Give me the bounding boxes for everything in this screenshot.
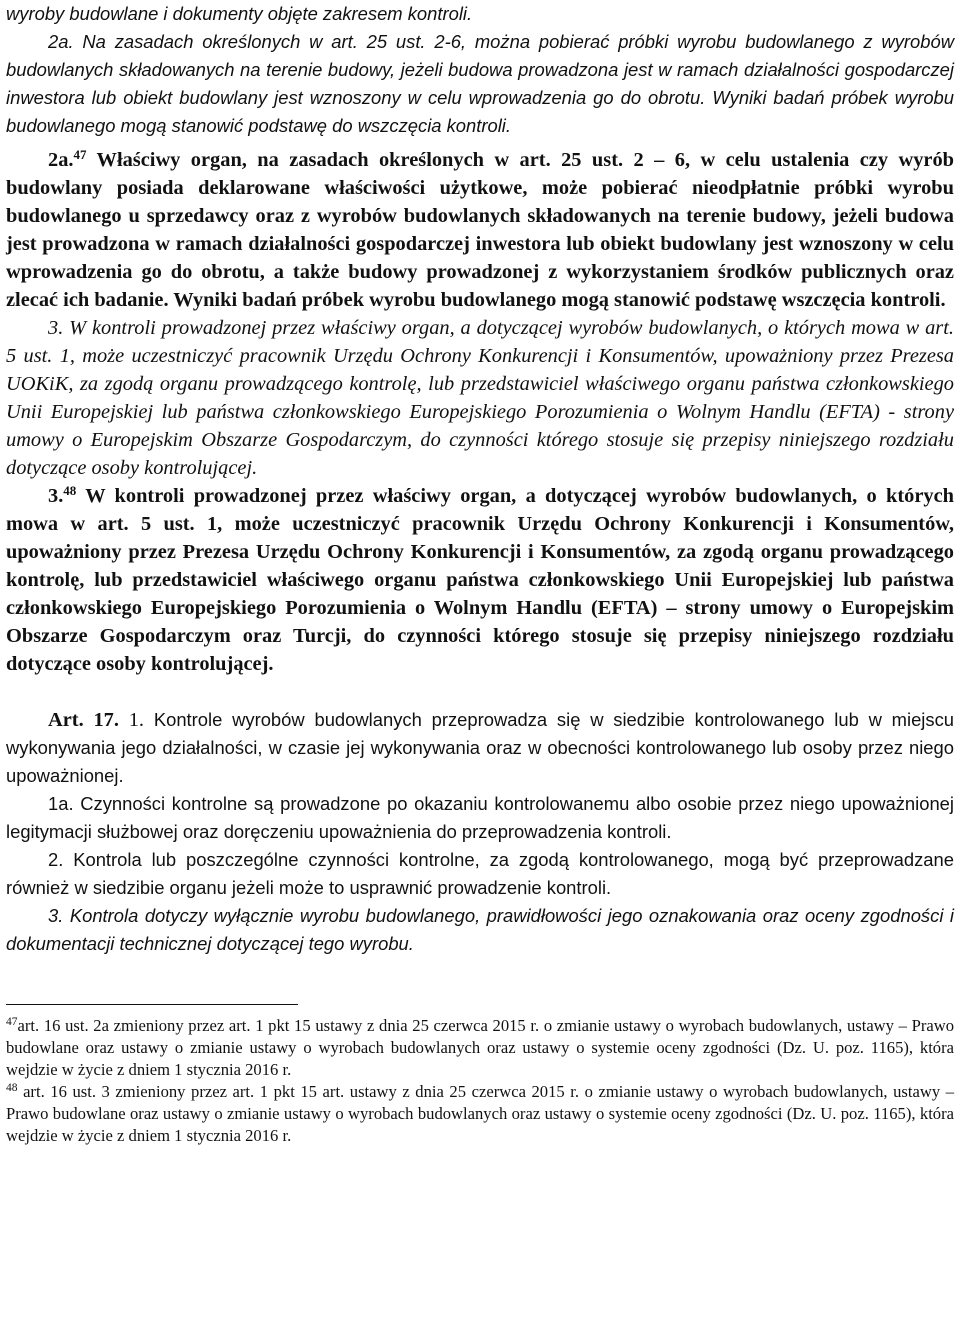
art17-p2-num: 2. — [48, 849, 64, 870]
paragraph-2a-prefix: 2a. — [48, 149, 74, 171]
art17-p1a-num: 1a. — [48, 793, 74, 814]
art17-p3-text: 3. Kontrola dotyczy wyłącznie wyrobu budowlanego, prawidłowości jego oznakowania oraz oceny zgodności i dokumentacji technicznej dotyczącej tego wyrobu. — [6, 905, 954, 954]
footnote-47-text: art. 16 ust. 2a zmieniony przez art. 1 pkt 15 ustawy z dnia 25 czerwca 2015 r. o zmianie ustawy o wyrobach budowlanych, ustawy – Prawo budowlane oraz ustawy o zmianie ustawy o wyrobach budowlanych oraz ustawy o systemie oceny zgodności (Dz. U. poz. 1165), która wejdzie w życie z dniem 1 stycznia 2016 r. — [6, 1016, 954, 1079]
footnote-48-number: 48 — [6, 1082, 18, 1094]
footnote-48-text: art. 16 ust. 3 zmieniony przez art. 1 pkt 15 art. ustawy z dnia 25 czerwca 2015 r. o zmianie ustawy o wyrobach budowlanych, ustawy – Prawo budowlane oraz ustawy o zmianie ustawy o wyrobach budowlanych oraz ustawy o systemie oceny zgodności (Dz. U. poz. 1165), która wejdzie w życie z dniem 1 stycznia 2016 r. — [6, 1082, 954, 1145]
paragraph-3-new — [6, 482, 954, 678]
art17-heading: Art. 17. — [48, 709, 119, 731]
footnote-47 — [6, 1015, 954, 1081]
footnote-ref-48[interactable]: 48 — [63, 483, 77, 498]
art17-paragraph-2 — [6, 846, 954, 902]
footnote-47-number: 47 — [6, 1016, 18, 1028]
paragraph-2a-old — [6, 28, 954, 140]
art17-p1a-text: Czynności kontrolne są prowadzone po okazaniu kontrolowanemu albo osobie przez niego upoważnionej legitymacji służbowej oraz doręczeniu upoważnienia do przeprowadzenia kontroli. — [6, 793, 954, 842]
paragraph-3-prefix: 3. — [48, 485, 64, 507]
footnote-separator — [6, 1004, 298, 1005]
paragraph-3-new-text: W kontroli prowadzonej przez właściwy organ, a dotyczącej wyrobów budowlanych, o których mowa w art. 5 ust. 1, może uczestniczyć pracownik Urzędu Ochrony Konkurencji i Konsumentów, upoważniony przez Prezesa Urzędu Ochrony Konkurencji i Konsumentów, za zgodą organu prowadzącego kontrolę, lub przedstawiciel właściwego organu państwa członkowskiego Unii Europejskiej lub państwa członkowskiego Europejskiego Porozumienia o Wolnym Handlu (EFTA) – strony umowy o Europejskim Obszarze Gospodarczym oraz Turcji, do czynności którego stosuje się przepisy niniejszego rozdziału dotyczące osoby kontrolującej. — [6, 485, 954, 675]
art17-p1-text: Kontrole wyrobów budowlanych przeprowadza się w siedzibie kontrolowanego lub w miejscu wykonywania jego działalności, w czasie jej wykonywania oraz w obecności kontrolowanego lub osoby przez niego upoważnionej. — [6, 709, 954, 786]
paragraph-3-old-text: 3. W kontroli prowadzonej przez właściwy organ, a dotyczącej wyrobów budowlanych, o których mowa w art. 5 ust. 1, może uczestniczyć pracownik Urzędu Ochrony Konkurencji i Konsumentów, upoważniony przez Prezesa UOKiK, za zgodą organu prowadzącego kontrolę, lub przedstawiciel właściwego organu państwa członkowskiego Unii Europejskiej lub państwa członkowskiego Europejskiego Porozumienia o Wolnym Handlu (EFTA) - strony umowy o Europejskim Obszarze Gospodarczym, do czynności którego stosuje się przepisy niniejszego rozdziału dotyczące osoby kontrolującej. — [6, 317, 954, 479]
paragraph-2a-new — [6, 146, 954, 314]
art17-paragraph-1 — [6, 706, 954, 790]
intro-line — [6, 0, 954, 28]
paragraph-2a-new-text: Właściwy organ, na zasadach określonych w art. 25 ust. 2 – 6, w celu ustalenia czy wyrób budowlany posiada deklarowane właściwości użytkowe, może pobierać nieodpłatnie próbki wyrobu budowlanego u sprzedawcy oraz z wyrobów budowlanych składowanych na terenie budowy, jeżeli budowa jest prowadzona w ramach działalności gospodarczej inwestora lub obiekt budowlany jest wznoszony w celu wprowadzenia go do obrotu, a także budowy prowadzonej z wykorzystaniem środków publicznych oraz zlecać ich badanie. Wyniki badań próbek wyrobu budowlanego mogą stanowić podstawę wszczęcia kontroli. — [6, 149, 954, 311]
art17-p2-text: Kontrola lub poszczególne czynności kontrolne, za zgodą kontrolowanego, mogą być przeprowadzane również w siedzibie organu jeżeli może to usprawnić prowadzenie kontroli. — [6, 849, 954, 898]
footnote-48 — [6, 1081, 954, 1147]
intro-line-text: wyroby budowlane i dokumenty objęte zakresem kontroli. — [6, 3, 473, 24]
art17-paragraph-1a — [6, 790, 954, 846]
art17-paragraph-3 — [6, 902, 954, 958]
paragraph-3-old — [6, 314, 954, 482]
art17-p1-num: 1. — [128, 709, 145, 731]
paragraph-2a-old-text: 2a. Na zasadach określonych w art. 25 ust. 2-6, można pobierać próbki wyrobu budowlanego z wyrobów budowlanych składowanych na terenie budowy, jeżeli budowa prowadzona jest w ramach działalności gospodarczej inwestora lub obiekt budowlany jest wznoszony w celu wprowadzenia go do obrotu. Wyniki badań próbek wyrobu budowlanego mogą stanowić podstawę do wszczęcia kontroli. — [6, 31, 954, 136]
footnote-ref-47[interactable]: 47 — [73, 147, 87, 162]
